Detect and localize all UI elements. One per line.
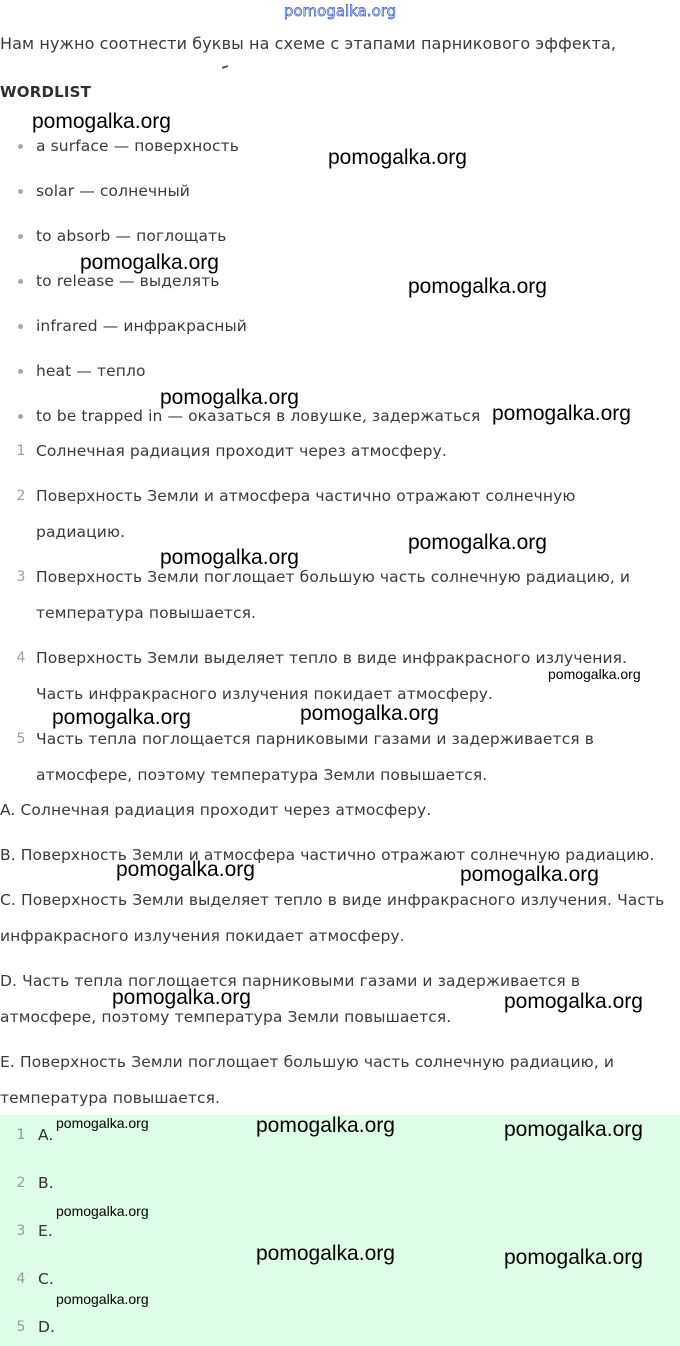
option-text: D. Часть тепла поглощается парниковыми газами и задерживается в	[0, 972, 581, 990]
bullet-icon	[18, 414, 23, 419]
watermark-text: pomogalka.org	[80, 251, 219, 274]
answer-value: E.	[38, 1222, 53, 1240]
option-text: A. Солнечная радиация проходит через атмосферу.	[0, 801, 432, 819]
stage-text-cont: Часть инфракрасного излучения покидает атмосферу.	[36, 685, 494, 703]
wordlist-item: a surface — поверхность	[36, 137, 239, 155]
stage-number: 1	[16, 443, 26, 459]
watermark-text: pomogalka.org	[116, 858, 255, 881]
watermark-text: pomogalka.org	[112, 986, 251, 1009]
watermark-text: pomogalka.org	[504, 1246, 643, 1269]
watermark-text: pomogalka.org	[32, 110, 171, 133]
watermark-text: pomogalka.org	[548, 666, 641, 682]
wordlist-item: to absorb — поглощать	[36, 227, 227, 245]
watermark-text: pomogalka.org	[504, 990, 643, 1013]
stage-text: Поверхность Земли поглощает большую часть солнечную радиацию, и	[36, 568, 631, 586]
watermark-text: pomogalka.org	[56, 1291, 149, 1307]
bullet-icon	[18, 189, 23, 194]
bullet-icon	[18, 234, 23, 239]
stray-mark	[222, 65, 228, 69]
wordlist-heading: WORDLIST	[0, 83, 92, 101]
stage-number: 3	[16, 569, 26, 585]
watermark-text: pomogalka.org	[52, 706, 191, 729]
watermark-text: pomogalka.org	[256, 1242, 395, 1265]
watermark-text: pomogalka.org	[504, 1118, 643, 1141]
answer-block	[0, 1115, 680, 1346]
option-text: B. Поверхность Земли и атмосфера частично отражают солнечную радиацию.	[0, 846, 655, 864]
watermark-text: pomogalka.org	[56, 1115, 149, 1131]
watermark-text: pomogalka.org	[160, 386, 299, 409]
answer-value: C.	[38, 1270, 54, 1288]
option-text-cont: инфракрасного излучения покидает атмосферу.	[0, 927, 405, 945]
wordlist-item: solar — солнечный	[36, 182, 190, 200]
bullet-icon	[18, 279, 23, 284]
stage-number: 2	[16, 488, 26, 504]
option-text-cont: атмосфере, поэтому температура Земли повышается.	[0, 1008, 452, 1026]
watermark-text: pomogalka.org	[160, 546, 299, 569]
stage-number: 5	[16, 731, 26, 747]
stage-text: Часть тепла поглощается парниковыми газами и задерживается в	[36, 730, 594, 748]
watermark-text: pomogalka.org	[460, 863, 599, 886]
watermark-text: pomogalka.org	[408, 531, 547, 554]
watermark-text: pomogalka.org	[56, 1203, 149, 1219]
stage-text: Солнечная радиация проходит через атмосферу.	[36, 442, 447, 460]
wordlist-item: heat — тепло	[36, 362, 146, 380]
watermark-text: pomogalka.org	[492, 402, 631, 425]
wordlist-item: to be trapped in — оказаться в ловушке, задержаться	[36, 407, 481, 425]
answer-number: 2	[16, 1175, 26, 1191]
answer-number: 4	[16, 1271, 26, 1287]
bullet-icon	[18, 369, 23, 374]
option-text: C. Поверхность Земли выделяет тепло в виде инфракрасного излучения. Часть	[0, 891, 665, 909]
answer-number: 5	[16, 1319, 26, 1335]
wordlist-item: to release — выделять	[36, 272, 220, 290]
stage-text: Поверхность Земли выделяет тепло в виде инфракрасного излучения.	[36, 649, 628, 667]
site-watermark-top: pomogalka.org	[283, 2, 397, 20]
stage-text-cont: температура повышается.	[36, 604, 257, 622]
bullet-icon	[18, 324, 23, 329]
answer-number: 3	[16, 1223, 26, 1239]
answer-value: B.	[38, 1174, 54, 1192]
stage-text: Поверхность Земли и атмосфера частично отражают солнечную	[36, 487, 576, 505]
answer-value: D.	[38, 1318, 56, 1336]
watermark-text: pomogalka.org	[256, 1114, 395, 1137]
watermark-text: pomogalka.org	[408, 275, 547, 298]
watermark-text: pomogalka.org	[328, 146, 467, 169]
bullet-icon	[18, 144, 23, 149]
watermark-text: pomogalka.org	[300, 702, 439, 725]
wordlist-item: infrared — инфракрасный	[36, 317, 247, 335]
answer-value: A.	[38, 1126, 54, 1144]
answer-number: 1	[16, 1127, 26, 1143]
intro-text: Нам нужно соотнести буквы на схеме с этапами парникового эффекта,	[0, 34, 617, 53]
option-text: E. Поверхность Земли поглощает большую часть солнечную радиацию, и	[0, 1053, 615, 1071]
stage-number: 4	[16, 650, 26, 666]
stage-text-cont: радиацию.	[36, 523, 126, 541]
stage-text-cont: атмосфере, поэтому температура Земли повышается.	[36, 766, 488, 784]
option-text-cont: температура повышается.	[0, 1089, 221, 1107]
